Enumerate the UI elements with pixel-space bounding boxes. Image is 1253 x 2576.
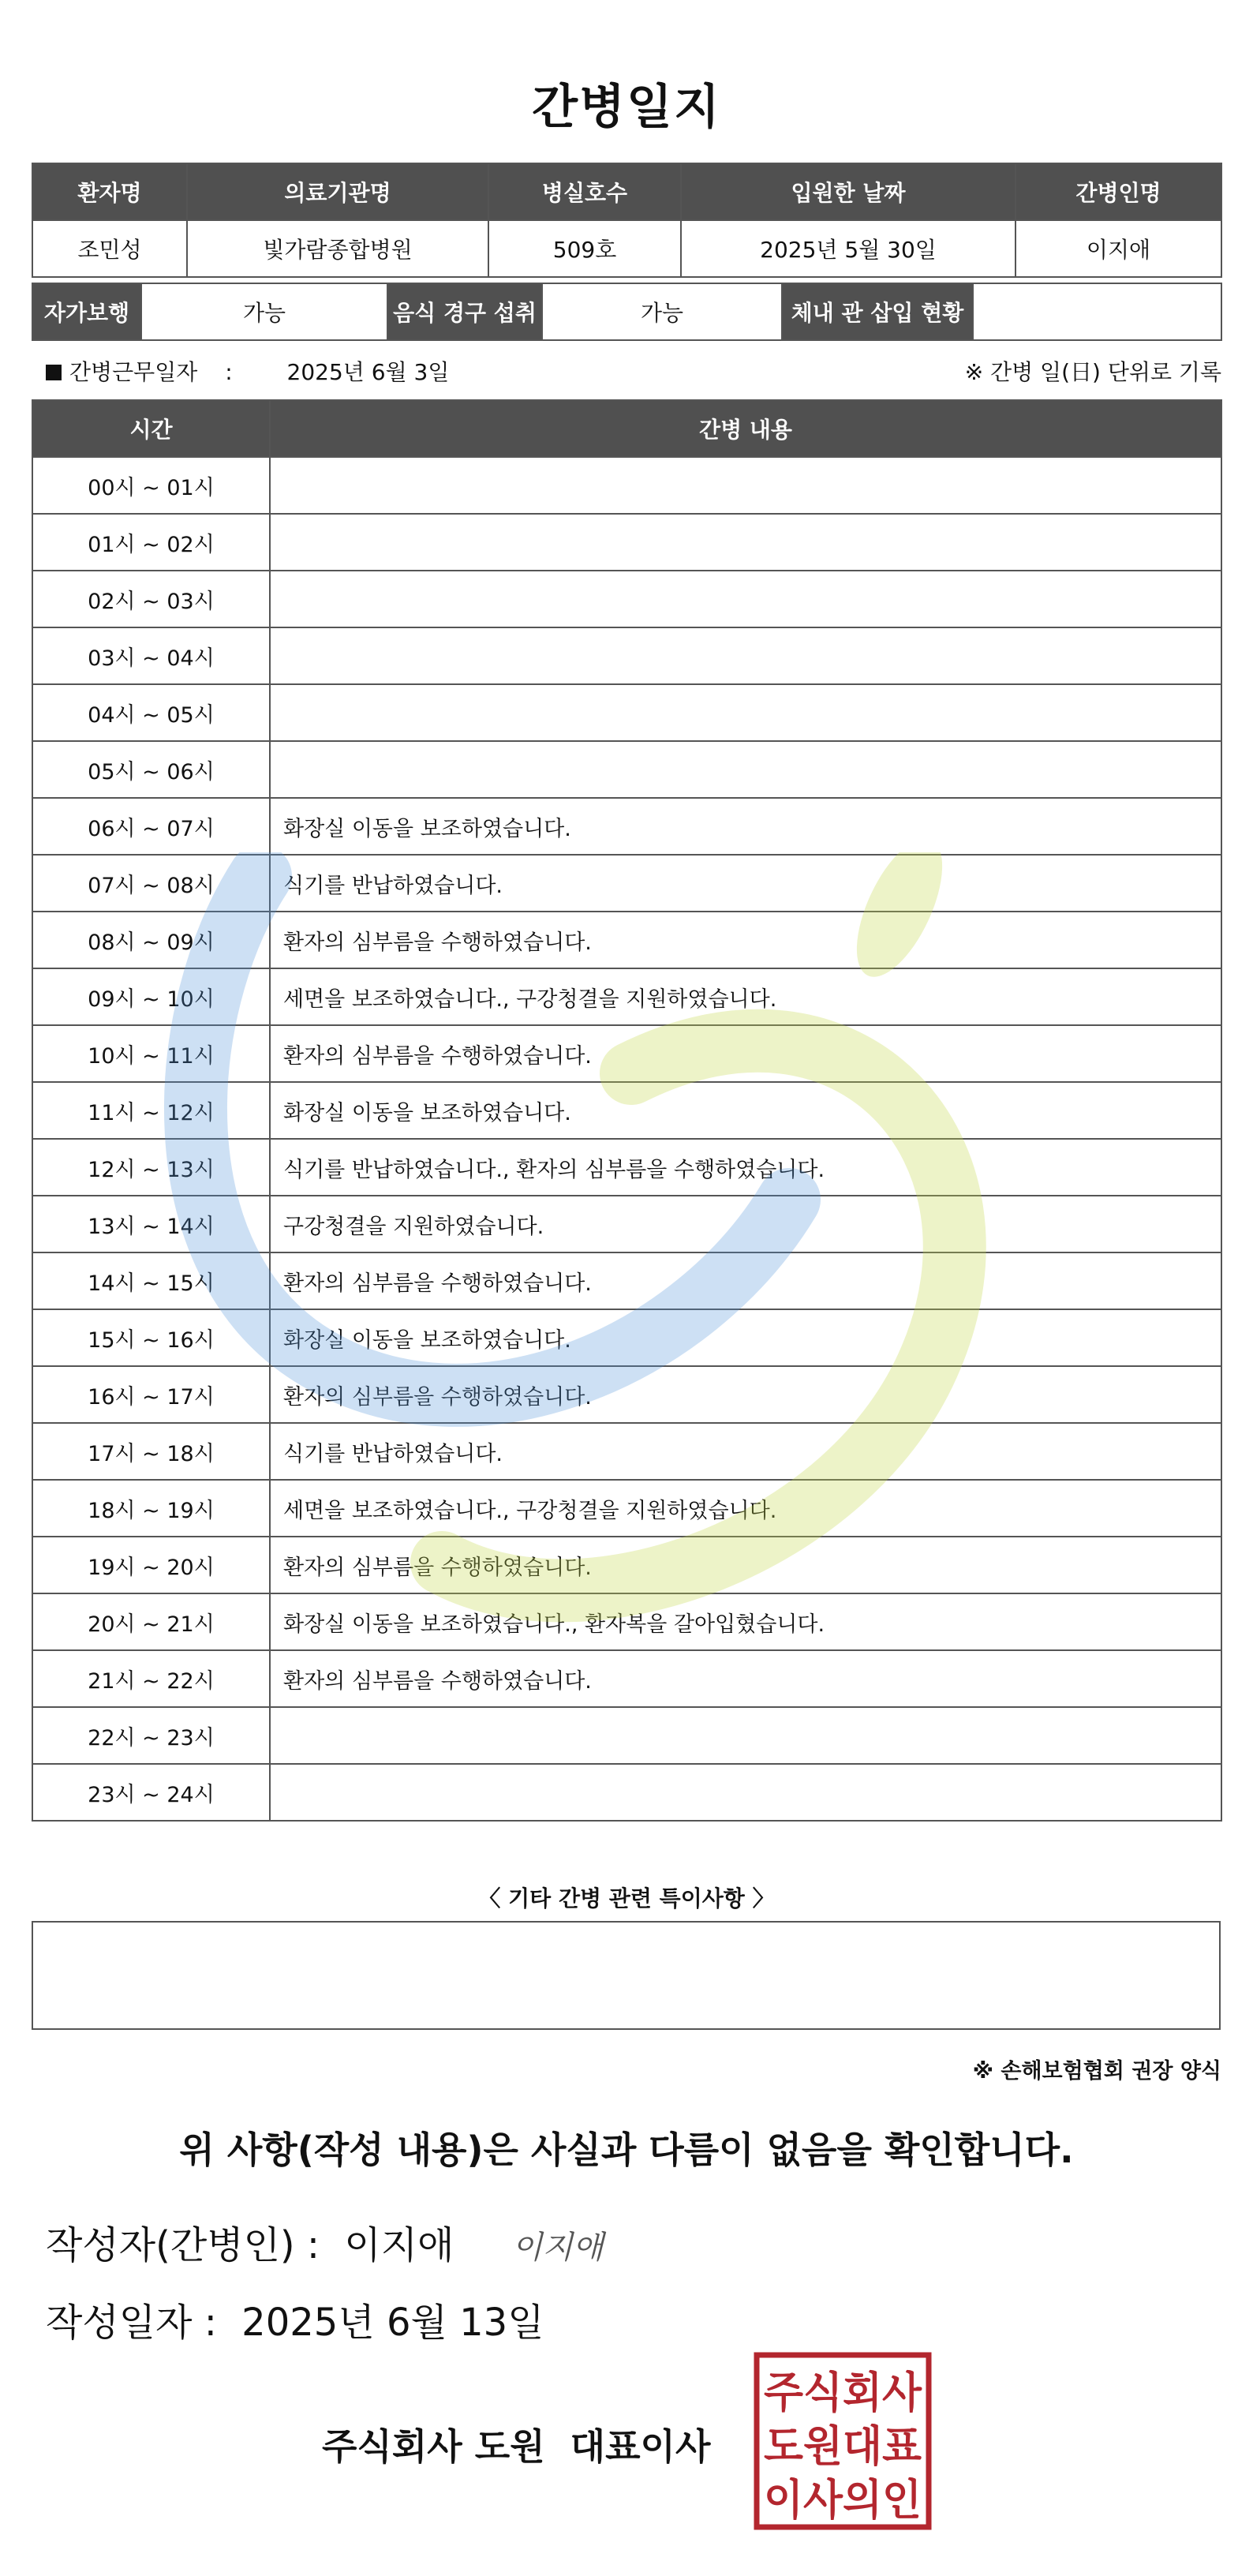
admission-date-value: 2025년 5월 30일 xyxy=(681,220,1015,277)
care-content-cell: 세면을 보조하였습니다., 구강청결을 지원하였습니다. xyxy=(270,1480,1221,1537)
other-notes-title: 〈 기타 간병 관련 특이사항 〉 xyxy=(478,1885,775,1911)
table-row xyxy=(32,571,1221,627)
log-header-row xyxy=(32,400,1221,457)
care-content-cell: 세면을 보조하였습니다., 구강청결을 지원하였습니다. xyxy=(270,968,1221,1025)
seal-line-1: 주식회사 xyxy=(764,2368,922,2417)
table-row xyxy=(32,1593,1221,1650)
table-row xyxy=(32,1366,1221,1423)
time-cell: 10시 ~ 11시 xyxy=(32,1025,270,1082)
log-body xyxy=(32,457,1221,1821)
self-walk-value: 가능 xyxy=(141,283,387,340)
care-content-cell xyxy=(270,1707,1221,1764)
time-cell: 17시 ~ 18시 xyxy=(32,1423,270,1480)
written-date-label: 작성일자 : xyxy=(46,2301,217,2345)
table-row xyxy=(32,1025,1221,1082)
care-content-cell: 환자의 심부름을 수행하였습니다. xyxy=(270,1366,1221,1423)
table-row xyxy=(32,627,1221,684)
time-cell: 14시 ~ 15시 xyxy=(32,1252,270,1309)
table-row xyxy=(32,1252,1221,1309)
hospital-name-value: 빛가람종합병원 xyxy=(187,220,488,277)
care-content-cell: 환자의 심부름을 수행하였습니다. xyxy=(270,1252,1221,1309)
writer-line xyxy=(46,2215,604,2269)
info-header-row xyxy=(32,163,1221,220)
table-row xyxy=(32,684,1221,741)
care-content-cell: 구강청결을 지원하였습니다. xyxy=(270,1196,1221,1252)
time-column-header: 시간 xyxy=(32,400,270,457)
table-row xyxy=(32,1650,1221,1707)
table-row xyxy=(32,1537,1221,1593)
duty-date-value: 2025년 6월 3일 xyxy=(286,359,450,385)
care-content-cell: 화장실 이동을 보조하였습니다. xyxy=(270,1309,1221,1366)
written-date-value: 2025년 6월 13일 xyxy=(241,2301,544,2345)
care-content-cell xyxy=(270,627,1221,684)
table-row xyxy=(32,1082,1221,1139)
table-row xyxy=(32,968,1221,1025)
care-content-cell: 화장실 이동을 보조하였습니다. xyxy=(270,798,1221,855)
time-cell: 18시 ~ 19시 xyxy=(32,1480,270,1537)
care-content-cell: 환자의 심부름을 수행하였습니다. xyxy=(270,912,1221,968)
time-cell: 05시 ~ 06시 xyxy=(32,741,270,798)
time-cell: 08시 ~ 09시 xyxy=(32,912,270,968)
record-unit-note: ※ 간병 일(日) 단위로 기록 xyxy=(964,359,1221,385)
time-cell: 19시 ~ 20시 xyxy=(32,1537,270,1593)
oral-intake-value: 가능 xyxy=(542,283,782,340)
care-content-cell xyxy=(270,684,1221,741)
care-content-cell: 화장실 이동을 보조하였습니다. xyxy=(270,1082,1221,1139)
table-row xyxy=(32,1764,1221,1821)
page-title: 간병일지 xyxy=(532,80,721,135)
info-value-row xyxy=(32,220,1221,277)
patient-name-header: 환자명 xyxy=(32,163,187,220)
care-content-cell: 화장실 이동을 보조하였습니다., 환자복을 갈아입혔습니다. xyxy=(270,1593,1221,1650)
self-walk-label: 자가보행 xyxy=(32,283,141,340)
time-cell: 11시 ~ 12시 xyxy=(32,1082,270,1139)
writer-label: 작성자(간병인) : xyxy=(46,2223,320,2267)
care-content-cell: 환자의 심부름을 수행하였습니다. xyxy=(270,1025,1221,1082)
seal-line-3: 이사의인 xyxy=(764,2475,922,2525)
table-row xyxy=(32,1423,1221,1480)
content-column-header: 간병 내용 xyxy=(270,400,1221,457)
caregiver-name-value: 이지애 xyxy=(1015,220,1221,277)
table-row xyxy=(32,514,1221,571)
table-row xyxy=(32,1309,1221,1366)
hospital-name-header: 의료기관명 xyxy=(187,163,488,220)
patient-condition-table xyxy=(32,283,1222,341)
patient-info-table xyxy=(32,163,1222,278)
time-cell: 06시 ~ 07시 xyxy=(32,798,270,855)
time-cell: 16시 ~ 17시 xyxy=(32,1366,270,1423)
time-cell: 21시 ~ 22시 xyxy=(32,1650,270,1707)
time-cell: 07시 ~ 08시 xyxy=(32,855,270,912)
patient-name-value: 조민성 xyxy=(32,220,187,277)
time-cell: 12시 ~ 13시 xyxy=(32,1139,270,1196)
care-content-cell: 식기를 반납하였습니다., 환자의 심부름을 수행하였습니다. xyxy=(270,1139,1221,1196)
table-row xyxy=(32,798,1221,855)
time-cell: 00시 ~ 01시 xyxy=(32,457,270,514)
time-cell: 02시 ~ 03시 xyxy=(32,571,270,627)
time-cell: 13시 ~ 14시 xyxy=(32,1196,270,1252)
time-cell: 22시 ~ 23시 xyxy=(32,1707,270,1764)
care-content-cell: 환자의 심부름을 수행하였습니다. xyxy=(270,1537,1221,1593)
care-content-cell: 환자의 심부름을 수행하였습니다. xyxy=(270,1650,1221,1707)
writer-signature: 이지애 xyxy=(511,2230,604,2266)
writer-name: 이지애 xyxy=(344,2223,454,2267)
oral-intake-label: 음식 경구 섭취 xyxy=(387,283,542,340)
care-log-table xyxy=(32,399,1222,1822)
condition-row xyxy=(32,283,1221,340)
care-content-cell: 식기를 반납하였습니다. xyxy=(270,1423,1221,1480)
time-cell: 01시 ~ 02시 xyxy=(32,514,270,571)
time-cell: 15시 ~ 16시 xyxy=(32,1309,270,1366)
table-row xyxy=(32,1707,1221,1764)
confirmation-statement: 위 사항(작성 내용)은 사실과 다름이 없음을 확인합니다. xyxy=(179,2129,1074,2171)
time-cell: 09시 ~ 10시 xyxy=(32,968,270,1025)
table-row xyxy=(32,855,1221,912)
company-seal-icon xyxy=(754,2352,932,2530)
duty-date-colon: : xyxy=(225,359,233,385)
duty-date-line xyxy=(46,355,449,387)
care-content-cell xyxy=(270,571,1221,627)
care-content-cell xyxy=(270,1764,1221,1821)
time-cell: 04시 ~ 05시 xyxy=(32,684,270,741)
care-content-cell: 식기를 반납하였습니다. xyxy=(270,855,1221,912)
room-number-value: 509호 xyxy=(488,220,681,277)
care-content-cell xyxy=(270,514,1221,571)
square-bullet-icon xyxy=(46,365,62,380)
time-cell: 23시 ~ 24시 xyxy=(32,1764,270,1821)
table-row xyxy=(32,1196,1221,1252)
care-content-cell xyxy=(270,741,1221,798)
table-row xyxy=(32,457,1221,514)
table-row xyxy=(32,741,1221,798)
caregiver-name-header: 간병인명 xyxy=(1015,163,1221,220)
other-notes-box xyxy=(32,1921,1221,2030)
care-content-cell xyxy=(270,457,1221,514)
admission-date-header: 입원한 날짜 xyxy=(681,163,1015,220)
room-number-header: 병실호수 xyxy=(488,163,681,220)
recommend-form-note: ※ 손해보험협회 권장 양식 xyxy=(972,2059,1221,2084)
table-row xyxy=(32,1480,1221,1537)
tube-status-label: 체내 관 삽입 현황 xyxy=(782,283,973,340)
duty-date-label: 간병근무일자 xyxy=(69,359,198,385)
tube-status-value xyxy=(973,283,1221,340)
table-row xyxy=(32,912,1221,968)
time-cell: 20시 ~ 21시 xyxy=(32,1593,270,1650)
written-date-line xyxy=(46,2292,544,2346)
company-ceo: 주식회사 도원 대표이사 xyxy=(322,2425,711,2468)
table-row xyxy=(32,1139,1221,1196)
seal-line-2: 도원대표 xyxy=(764,2421,922,2471)
time-cell: 03시 ~ 04시 xyxy=(32,627,270,684)
